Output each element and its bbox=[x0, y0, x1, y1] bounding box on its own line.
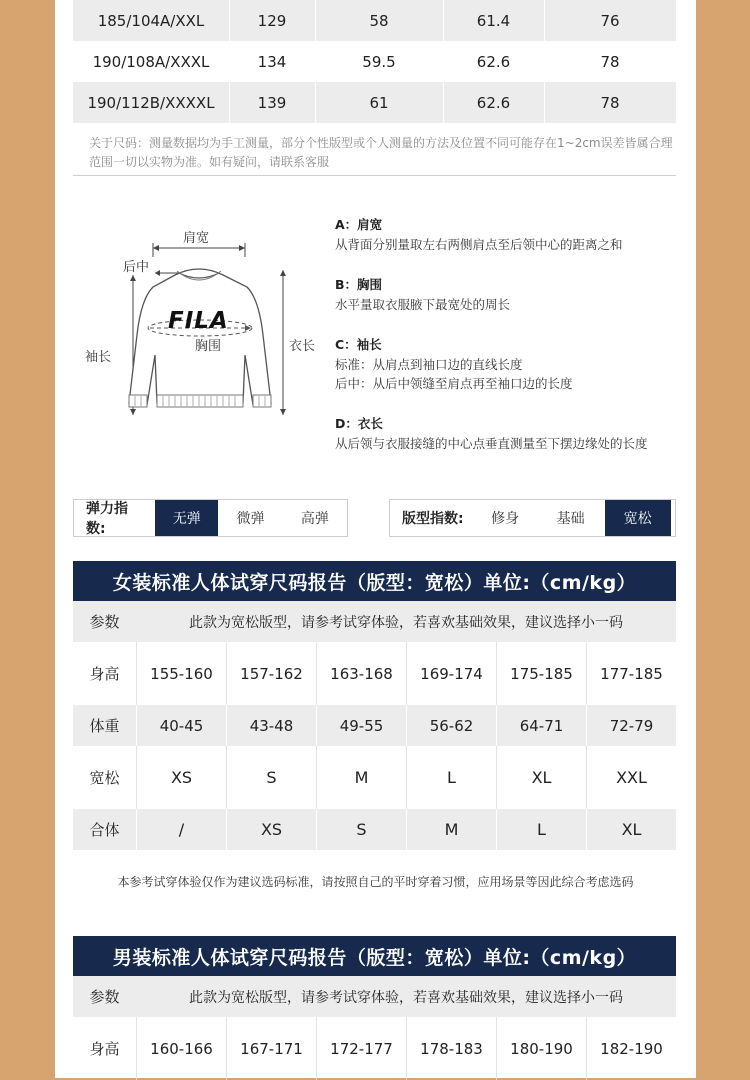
table-cell: / bbox=[136, 809, 226, 850]
row-label: 体重 bbox=[89, 717, 120, 735]
column-divider bbox=[229, 0, 230, 123]
table-cell: XL bbox=[496, 746, 586, 809]
value-cell: 78 bbox=[600, 93, 620, 112]
table-cell: 178-183 bbox=[406, 1017, 496, 1080]
table-cell: 180-190 bbox=[496, 1017, 586, 1080]
column-divider bbox=[443, 0, 444, 123]
row-label: 身高 bbox=[89, 665, 120, 683]
shoulder-label: 肩宽 bbox=[183, 231, 210, 246]
table-row bbox=[73, 642, 676, 705]
value-cell: 62.6 bbox=[476, 52, 511, 71]
fit-option-regular: 基础 bbox=[556, 511, 585, 527]
table-cell: 72-79 bbox=[586, 705, 676, 746]
table-row bbox=[73, 976, 676, 1017]
garment-diagram bbox=[75, 215, 320, 430]
table-cell: 160-166 bbox=[136, 1017, 226, 1080]
row-label: 合体 bbox=[89, 821, 120, 839]
value-cell: 61.4 bbox=[476, 11, 511, 30]
value-cell: 59.5 bbox=[362, 52, 396, 71]
table-cell: 49-55 bbox=[316, 705, 406, 746]
fit-label: 版型指数: bbox=[402, 511, 464, 527]
definition-heading: B：胸围 bbox=[335, 277, 383, 292]
value-cell: 78 bbox=[600, 52, 620, 71]
elasticity-option-none: 无弹 bbox=[155, 500, 218, 536]
column-divider bbox=[544, 0, 545, 123]
value-cell: 58 bbox=[369, 11, 389, 30]
measurement-definitions bbox=[335, 215, 685, 474]
row-label: 参数 bbox=[89, 988, 120, 1006]
table-cell: 182-190 bbox=[586, 1017, 676, 1080]
elasticity-label: 弹力指数: bbox=[86, 501, 128, 537]
definition-heading: A：肩宽 bbox=[335, 217, 383, 232]
column-divider bbox=[315, 0, 316, 123]
women-size-report bbox=[73, 561, 676, 850]
table-cell: 157-162 bbox=[226, 642, 316, 705]
table-cell: XS bbox=[226, 809, 316, 850]
definition-shoulder bbox=[335, 215, 685, 254]
definition-text: 水平量取衣服腋下最宽处的周长 bbox=[335, 297, 511, 312]
table-row bbox=[73, 41, 676, 82]
table-cell: XL bbox=[586, 809, 676, 850]
value-cell: 139 bbox=[257, 93, 287, 112]
table-row bbox=[73, 809, 676, 850]
table-row bbox=[73, 0, 676, 41]
table-cell: 167-171 bbox=[226, 1017, 316, 1080]
table-cell: 172-177 bbox=[316, 1017, 406, 1080]
value-cell: 62.6 bbox=[476, 93, 511, 112]
table-cell: 43-48 bbox=[226, 705, 316, 746]
report-title: 女装标准人体试穿尺码报告（版型：宽松）单位:（cm/kg） bbox=[73, 561, 676, 601]
elasticity-option-slight: 微弹 bbox=[236, 511, 265, 527]
value-cell: 134 bbox=[257, 52, 287, 71]
divider bbox=[73, 175, 676, 176]
elasticity-index bbox=[73, 499, 348, 537]
table-cell: S bbox=[316, 809, 406, 850]
value-cell: 61 bbox=[369, 93, 389, 112]
sleeve-label: 袖长 bbox=[85, 350, 112, 365]
table-cell: 155-160 bbox=[136, 642, 226, 705]
table-cell: L bbox=[406, 746, 496, 809]
size-cell: 190/108A/XXXL bbox=[92, 52, 210, 71]
report-note: 本参考试穿体验仅作为建议选码标准，请按照自己的平时穿着习惯，应用场景等因此综合考虑选码 bbox=[117, 875, 634, 889]
fit-option-loose: 宽松 bbox=[605, 500, 671, 536]
table-cell: 56-62 bbox=[406, 705, 496, 746]
row-label: 宽松 bbox=[89, 769, 120, 787]
row-label: 参数 bbox=[89, 613, 120, 631]
param-note: 此款为宽松版型，请参考试穿体验，若喜欢基础效果，建议选择小一码 bbox=[189, 614, 623, 631]
table-cell: 64-71 bbox=[496, 705, 586, 746]
param-note: 此款为宽松版型，请参考试穿体验，若喜欢基础效果，建议选择小一码 bbox=[189, 989, 623, 1006]
measurement-note: 关于尺码：测量数据均为手工测量，部分个性版型或个人测量的方法及位置不同可能存在1~2cm误差皆属合理范围一切以实物为准。如有疑问，请联系客服 bbox=[89, 136, 673, 169]
definition-heading: D：衣长 bbox=[335, 416, 383, 431]
fit-index bbox=[389, 499, 676, 537]
chest-label: 胸围 bbox=[195, 339, 222, 354]
table-cell: M bbox=[316, 746, 406, 809]
table-row bbox=[73, 746, 676, 809]
definition-text: 后中：从后中领缝至肩点再至袖口边的长度 bbox=[335, 376, 573, 391]
size-guide-sheet bbox=[55, 0, 696, 1078]
size-cell: 190/112B/XXXXL bbox=[87, 93, 215, 112]
men-size-report bbox=[73, 936, 676, 1080]
table-cell: XS bbox=[136, 746, 226, 809]
fit-option-slim: 修身 bbox=[491, 511, 520, 527]
elasticity-option-high: 高弹 bbox=[300, 511, 329, 527]
table-cell: 40-45 bbox=[136, 705, 226, 746]
table-row bbox=[73, 82, 676, 123]
table-cell: M bbox=[406, 809, 496, 850]
definition-length bbox=[335, 414, 685, 453]
table-cell: 163-168 bbox=[316, 642, 406, 705]
table-cell: XXL bbox=[586, 746, 676, 809]
table-cell: L bbox=[496, 809, 586, 850]
table-row bbox=[73, 601, 676, 642]
table-cell: 177-185 bbox=[586, 642, 676, 705]
definition-text: 标准：从肩点到袖口边的直线长度 bbox=[335, 357, 523, 372]
back-center-label: 后中 bbox=[123, 260, 150, 275]
value-cell: 76 bbox=[600, 11, 620, 30]
value-cell: 129 bbox=[257, 11, 287, 30]
definition-text: 从背面分别量取左右两侧肩点至后领中心的距离之和 bbox=[335, 237, 623, 252]
row-label: 身高 bbox=[89, 1040, 120, 1058]
table-cell: S bbox=[226, 746, 316, 809]
size-cell: 185/104A/XXL bbox=[97, 11, 205, 30]
table-row bbox=[73, 1017, 676, 1080]
definition-text: 从后领与衣服接缝的中心点垂直测量至下摆边缘处的长度 bbox=[335, 436, 648, 451]
table-cell: 169-174 bbox=[406, 642, 496, 705]
report-title: 男装标准人体试穿尺码报告（版型：宽松）单位:（cm/kg） bbox=[73, 936, 676, 976]
measurement-table bbox=[73, 0, 676, 123]
definition-sleeve bbox=[335, 335, 685, 393]
definition-heading: C：袖长 bbox=[335, 337, 382, 352]
table-row bbox=[73, 705, 676, 746]
definition-chest bbox=[335, 275, 685, 314]
table-cell: 175-185 bbox=[496, 642, 586, 705]
fila-logo: FILA bbox=[168, 308, 229, 334]
length-label: 衣长 bbox=[289, 339, 316, 354]
